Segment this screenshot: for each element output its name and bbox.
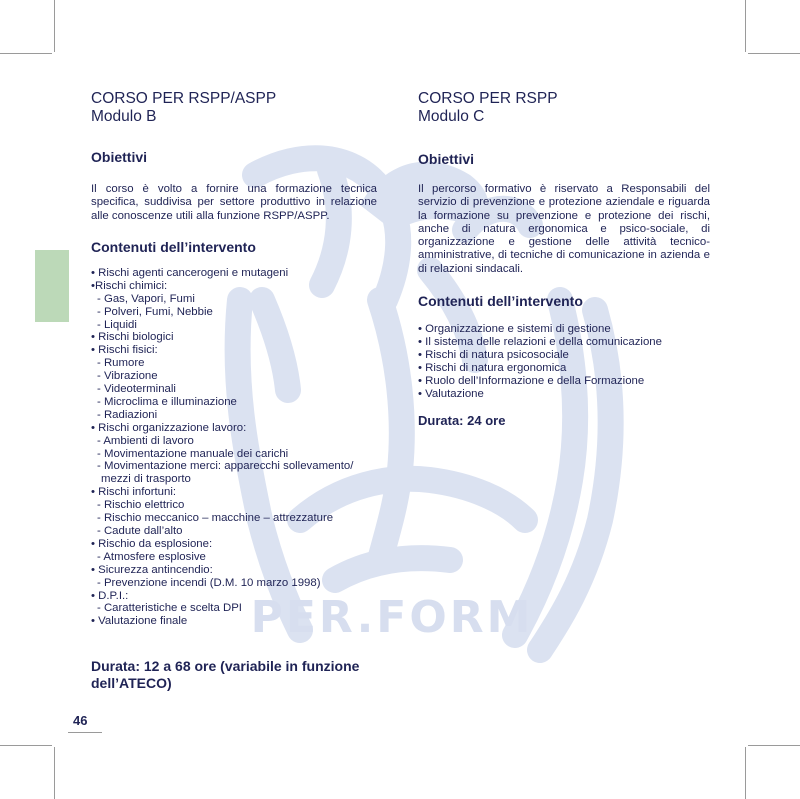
list-item: • Valutazione xyxy=(418,387,484,400)
list-item: • Organizzazione e sistemi di gestione xyxy=(418,323,611,336)
right-duration: Durata: 24 ore xyxy=(418,412,506,428)
list-item: • Rischi agenti cancerogeni e mutageni xyxy=(91,266,289,279)
list-item: • Rischi di natura ergonomica xyxy=(418,361,567,374)
list-item: • D.P.I.: xyxy=(91,589,129,602)
list-item: - Videoterminali xyxy=(97,383,176,396)
page-number: 46 xyxy=(73,713,88,728)
list-item: • Rischi infortuni: xyxy=(91,486,177,499)
left-title-line1: CORSO PER RSPP/ASPP xyxy=(91,90,277,107)
list-item: • Valutazione finale xyxy=(91,615,188,628)
list-item: • Rischi fisici: xyxy=(91,344,158,357)
right-course-title xyxy=(418,90,710,126)
right-title-line1: CORSO PER RSPP xyxy=(418,90,558,107)
list-item: - Radiazioni xyxy=(97,408,158,421)
list-item: - Rumore xyxy=(97,357,145,370)
list-item: - Prevenzione incendi (D.M. 10 marzo 1998) xyxy=(97,576,321,589)
list-item: - Atmosfere esplosive xyxy=(97,550,206,563)
list-item: - Liquidi xyxy=(97,318,137,331)
list-item: • Rischi di natura psicosociale xyxy=(418,348,569,361)
left-column xyxy=(91,90,377,692)
list-item: • Ruolo dell’Informazione e della Formazione xyxy=(418,374,645,387)
left-objectives-text: Il corso è volto a fornire una formazione tecnica specifica, suddivisa per settore produttivo in relazione alle conoscenze utili alla funzione RSPP/ASPP. xyxy=(91,183,377,222)
right-contents-heading: Contenuti dell’intervento xyxy=(418,293,583,310)
list-item: • Rischi biologici xyxy=(91,331,174,344)
right-column xyxy=(418,90,710,428)
perform-watermark-text: PER.FORM xyxy=(250,592,534,643)
list-item: - Ambienti di lavoro xyxy=(97,434,194,447)
list-item: - Vibrazione xyxy=(97,370,158,383)
list-item: - Cadute dall’alto xyxy=(97,525,183,538)
list-item: • Rischi organizzazione lavoro: xyxy=(91,421,247,434)
list-item: - Polveri, Fumi, Nebbie xyxy=(97,305,213,318)
list-item: - Caratteristiche e scelta DPI xyxy=(97,602,242,615)
list-item: - Microclima e illuminazione xyxy=(97,395,237,408)
left-contents-list xyxy=(91,267,377,628)
left-objectives-heading: Obiettivi xyxy=(91,149,148,165)
right-contents-list xyxy=(418,323,710,400)
right-title-line2: Modulo C xyxy=(418,108,485,125)
list-item: - Movimentazione manuale dei carichi xyxy=(97,447,289,460)
left-contents-heading: Contenuti dell’intervento xyxy=(91,238,256,255)
list-item: - Rischio meccanico – macchine – attrezzature xyxy=(97,512,334,525)
left-title-line2: Modulo B xyxy=(91,108,157,125)
list-item: - Rischio elettrico xyxy=(97,499,185,512)
page-number-rule xyxy=(68,732,102,733)
list-item: • Il sistema delle relazioni e della comunicazione xyxy=(418,335,662,348)
right-objectives-heading: Obiettivi xyxy=(418,151,475,167)
list-item: • Sicurezza antincendio: xyxy=(91,563,213,576)
list-item: - Movimentazione merci: apparecchi sollevamento/ xyxy=(97,460,354,473)
side-tab xyxy=(35,250,69,322)
left-course-title xyxy=(91,90,377,126)
right-objectives-text: Il percorso formativo è riservato a Responsabili del servizio di prevenzione e protezione aziendale e riguarda la formazione su prevenzione e protezione dei rischi, anche di natura ergonomica e psico-sociale, di organizzazione e gestione delle attività tecnico-amministrative, di tecniche di comunicazione in azienda e di relazioni sindacali. xyxy=(418,183,710,275)
list-item: • Rischio da esplosione: xyxy=(91,537,213,550)
list-item: •Rischi chimici: xyxy=(91,279,168,292)
list-item: - Gas, Vapori, Fumi xyxy=(97,292,195,305)
left-duration: Durata: 12 a 68 ore (variabile in funzione dell’ATECO) xyxy=(91,658,360,692)
list-item: mezzi di trasporto xyxy=(101,473,191,486)
